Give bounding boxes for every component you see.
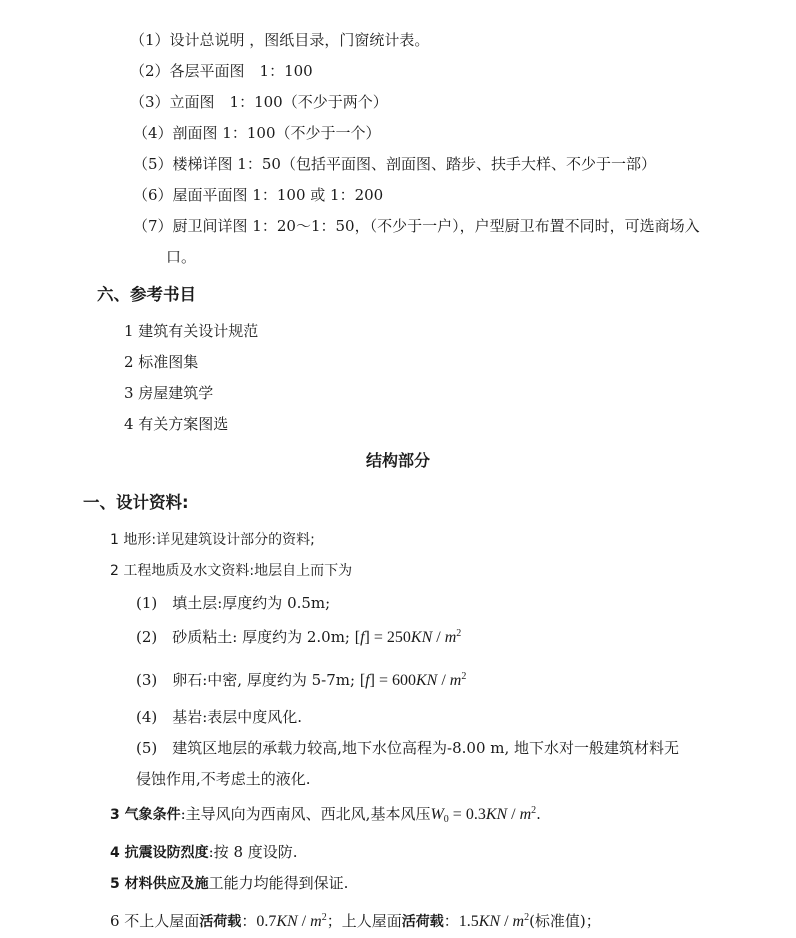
roof-load-value-2: 1.5 xyxy=(458,913,479,930)
materials-label: 5 材料供应及施 xyxy=(110,876,209,892)
geology-layer-1: (1) 填土层:厚度约为 0.5m; xyxy=(136,594,331,612)
reference-item-2: 2 标准图集 xyxy=(124,353,199,371)
geology-layer-3 xyxy=(136,670,466,691)
seismic-label: 4 抗震设防烈度 xyxy=(110,845,209,861)
unit-m: m xyxy=(449,672,462,689)
drawing-item-7: （7）厨卫间详图 1：20～1：50，（不少于一户），户型厨卫布置不同时，可选商场入 xyxy=(133,217,700,235)
design-item-seismic xyxy=(110,842,298,863)
design-item-terrain: 1 地形:详见建筑设计部分的资料; xyxy=(110,532,315,548)
drawing-item-1: （1）设计总说明 ，图纸目录，门窗统计表。 xyxy=(130,31,430,49)
seismic-text: :按 8 度设防. xyxy=(208,843,298,861)
climate-text: :主导风向为西南风、西北风,基本风压 xyxy=(180,805,431,823)
climate-label: 3 气象条件 xyxy=(110,807,181,823)
reference-item-4: 4 有关方案图选 xyxy=(124,415,229,433)
design-item-materials xyxy=(110,873,348,894)
wind-pressure-value: 0.3 xyxy=(465,806,486,823)
geology-layer-4: (4) 基岩:表层中度风化. xyxy=(136,708,303,726)
roof-live-load-label: 活荷载 xyxy=(199,914,242,930)
design-item-geology: 2 工程地质及水文资料:地层自上而下为 xyxy=(110,563,353,579)
standard-value-note: (标准值)； xyxy=(529,912,601,930)
reference-item-1: 1 建筑有关设计规范 xyxy=(124,322,259,340)
accessible-roof-prefix: ；上人屋面 xyxy=(326,912,402,930)
unit-m: m xyxy=(310,913,322,930)
geology-layer-3-text: (3) 卵石:中密, 厚度约为 5-7m; xyxy=(136,671,356,689)
drawing-item-6: （6）屋面平面图 1：100 或 1：200 xyxy=(133,186,384,204)
geology-layer-2-text: (2) 砂质粘土: 厚度约为 2.0m; xyxy=(136,628,350,646)
section-six-heading: 六、参考书目 xyxy=(97,285,196,304)
unit-kn: KN xyxy=(415,672,438,689)
bearing-capacity-formula-2: $[f] = 250KN / m^2$ xyxy=(354,628,462,646)
drawing-item-2: （2）各层平面图 1：100 xyxy=(130,62,313,80)
unit-m: m xyxy=(519,806,532,823)
roof-load-formula-2: $1.5KN / m^2$ xyxy=(458,912,530,930)
drawing-item-5: （5）楼梯详图 1：50（包括平面图、剖面图、踏步、扶手大样、不少于一部） xyxy=(133,155,656,173)
unit-kn: KN xyxy=(410,629,433,646)
reference-item-3: 3 房屋建筑学 xyxy=(124,384,214,402)
drawing-item-3: （3）立面图 1：100（不少于两个） xyxy=(130,93,388,111)
geology-layer-5: (5) 建筑区地层的承载力较高,地下水位高程为-8.00 m, 地下水对一般建筑材料无 xyxy=(136,739,680,757)
geology-layer-5-cont: 侵蚀作用,不考虑土的液化. xyxy=(136,770,311,788)
bearing-capacity-value-2: 250 xyxy=(386,629,411,646)
unit-m: m xyxy=(444,629,457,646)
drawing-item-4: （4）剖面图 1：100（不少于一个） xyxy=(133,124,381,142)
colon: ： xyxy=(241,912,257,930)
wind-pressure-formula: $W_0 = 0.3KN / m^2$ xyxy=(430,805,537,825)
design-item-roof-load xyxy=(110,911,601,932)
section-one-heading: 一、设计资料: xyxy=(83,493,189,512)
bearing-capacity-formula-3: $[f] = 600KN / m^2$ xyxy=(359,671,467,689)
unit-kn: KN xyxy=(276,913,298,930)
bearing-capacity-value-3: 600 xyxy=(391,672,416,689)
unit-kn: KN xyxy=(485,806,508,823)
structural-part-title: 结构部分 xyxy=(365,451,430,470)
design-item-climate: 3 气象条件:主导风向为西南风、西北风,基本风压$W_0 = 0.3KN / m^2$. xyxy=(110,805,541,825)
geology-layer-2 xyxy=(136,627,461,648)
accessible-roof-live-load-label: 活荷载 xyxy=(401,914,444,930)
materials-text: 工能力均能得到保证. xyxy=(208,874,349,892)
roof-load-formula-1: $0.7KN / m^2$ xyxy=(256,912,327,930)
roof-load-value-1: 0.7 xyxy=(256,913,277,930)
roof-load-prefix: 6 不上人屋面 xyxy=(110,912,200,930)
unit-m: m xyxy=(512,913,525,930)
colon: ： xyxy=(443,912,459,930)
unit-kn: KN xyxy=(478,913,501,930)
drawing-item-7-cont: 口。 xyxy=(166,248,197,266)
